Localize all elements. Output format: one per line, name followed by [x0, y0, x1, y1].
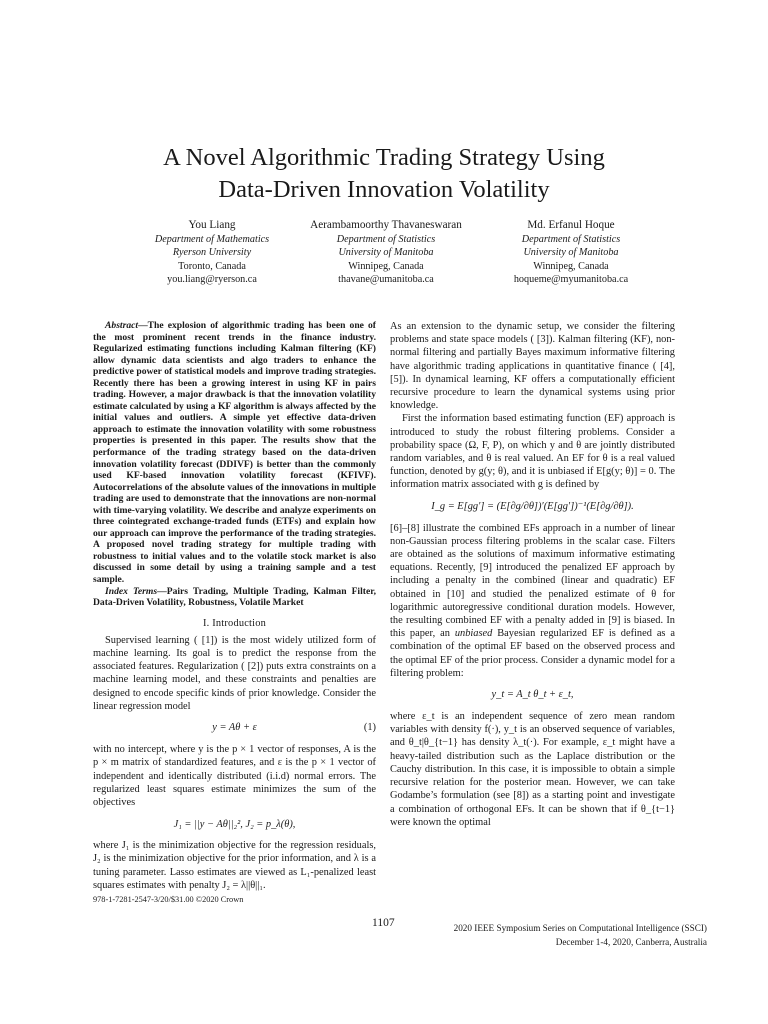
equation-1 — [93, 721, 376, 735]
author-location: Winnipeg, Canada — [348, 260, 424, 272]
venue-line-2: December 1-4, 2020, Canberra, Australia — [555, 937, 707, 947]
equation-4-body: y_t = A_t θ_t + ε_t, — [491, 689, 574, 701]
author-location: Toronto, Canada — [178, 260, 246, 272]
right-paragraph-3-a: [6]–[8] illustrate the combined EFs approach in a number of linear non-Gaussian process filtering problems in the scalar case. Filters are obtained as the solutions of maximum informative estimating equations. Recently, [9] introduced the penalized EF approach by including a penalty in the combined (linear and quadratic) EF obtained in [10] and studied the penalized estimate of θ for logarithmic autoregressive conditional duration models. However, the resulting combined EF with a penalty added in [9] is biased. In this paper, an — [390, 522, 675, 640]
intro-paragraph-1: Supervised learning ( [1]) is the most widely utilized form of machine learning. Its goal is to predict the response from the associated features. Regularization ( [2]) puts extra constraints on a machine learning model, and these constraints and penalties are designed to encode specific kinds of prior knowledge. Consider the linear regression model — [93, 634, 376, 712]
title-line-2: Data-Driven Innovation Volatility — [218, 176, 550, 203]
author-department: Department of Statistics — [521, 234, 621, 245]
intro-paragraph-3: where J₁ is the minimization objective for the regression residuals, J₂ is the minimization objective for the prior information, and λ is a tuning parameter. Lasso estimates are viewed as L₁-penalized least squares estimates with penalty J₂ = λ||θ||₁. — [93, 840, 376, 891]
right-paragraph-3-emphasis: unbiased — [454, 628, 493, 640]
author-department: Department of Statistics — [336, 234, 436, 245]
section-heading: I. Introduction — [202, 617, 267, 629]
author-name: You Liang — [188, 219, 236, 231]
right-paragraph-3-b: Bayesian regularized EF is defined as a combination of the optimal EF based on the observed process and the optimal EF of the prior process. Consider a dynamic model for a filtering problem: — [390, 628, 675, 679]
index-terms-text: —Pairs Trading, Multiple Trading, Kalman Filter, Data-Driven Volatility, Robustness, Volatile Market — [93, 585, 376, 609]
author-university: University of Manitoba — [338, 247, 434, 259]
author-name: Md. Erfanul Hoque — [527, 219, 615, 231]
right-paragraph-1: As an extension to the dynamic setup, we consider the filtering problems and state space models ( [3]). Kalman filtering (KF), non-normal filtering and partially Bayes maximum informative filtering have algorithmic trading applications in quantitative finance ( [4], [5]). In dynamical learning, KF offers a computationally efficient recursive procedure to learn the dynamical systems using prior knowledge. — [390, 321, 675, 412]
abstract-label: Abstract — [105, 320, 139, 331]
author-email[interactable]: thavane@umanitoba.ca — [338, 273, 434, 285]
author-department: Department of Mathematics — [154, 234, 270, 245]
equation-1-body: y = Aθ + ε — [212, 722, 257, 734]
right-column — [390, 320, 675, 829]
title-line-1: A Novel Algorithmic Trading Strategy Using — [163, 144, 605, 171]
copyright-notice: 978-1-7281-2547-3/20/$31.00 ©2020 Crown — [93, 894, 244, 904]
abstract-text: —The explosion of algorithmic trading has been one of the most prominent recent trends in the finance industry. Regularized estimating functions including Kalman filtering (KF) allow dynamic data scientists and algo traders to enhance the predictive power of statistical models and improve trading strategies. Recently there has been a growing interest in using KF in pairs trading. However, a major drawback is that the innovation volatility estimate calculated by using a KF algorithm is always affected by the initial values and outliers. A simple yet effective data-driven approach to estimate the innovation volatility with some robustness properties is presented in this paper. The results show that the performance of the trading strategy based on the data-driven innovation volatility forecast (DDIVF) is better than the commonly used KF-based innovation volatility forecast (KFIVF). Autocorrelations of the absolute values of the innovations in multiple trading are used to demonstrate that the innovations are non-normal with time-varying volatility. We describe and analyze experiments on three cointegrated exchange-traded funds (ETFs) and explain how our approach can improve the performance of the trading strategies. A proposed novel trading strategy for multiple trading with robustness to initial values and to the volatile stock market is also discussed in some detail by using a training sample and a test sample. — [93, 320, 376, 586]
author-location: Winnipeg, Canada — [533, 260, 609, 272]
index-terms — [93, 586, 376, 609]
abstract — [93, 320, 376, 586]
equation-2 — [93, 817, 376, 831]
right-paragraph-4: where ε_t is an independent sequence of zero mean random variables with density f(·), y_t is an observed sequence of variables, and θ_t|θ_{t−1} has density λ_t(·). For example, ε_t might have a heavy-tailed distribution such as the Laplace distribution or the Cauchy distribution. In this case, it is impossible to obtain a simple recursive relation for the posterior mean. However, we can take Godambe’s formulation (see [8]) as a starting point and investigate a combination of orthogonal EFs. It can be shown that if θ_{t−1} were known the optimal — [390, 711, 675, 828]
paper-title — [0, 142, 768, 206]
venue-line-1: 2020 IEEE Symposium Series on Computational Intelligence (SSCI) — [453, 923, 707, 933]
index-terms-label: Index Terms — [105, 585, 158, 597]
intro-paragraph-2: with no intercept, where y is the p × 1 vector of responses, A is the p × m matrix of standardized features, and ε is the p × 1 vector of independent and identically distributed (i.i.d) normal errors. The regularized least squares estimate minimizes the sum of the objectives — [93, 744, 376, 808]
author-university: University of Manitoba — [523, 247, 619, 259]
author-block-3 — [451, 218, 691, 286]
author-name: Aerambamoorthy Thavaneswaran — [310, 219, 462, 231]
author-university: Ryerson University — [172, 247, 252, 259]
equation-1-number: (1) — [363, 722, 376, 734]
equation-3-body: I_g = E[gg′] = (E[∂g/∂θ])′(E[gg′])⁻¹(E[∂g/∂θ]). — [431, 501, 634, 513]
page-number: 1107 — [372, 917, 395, 929]
equation-4 — [390, 688, 675, 702]
left-column — [93, 320, 376, 905]
venue-info — [430, 921, 707, 949]
author-email[interactable]: hoqueme@myumanitoba.ca — [513, 273, 629, 285]
equation-2-body: J₁ = ||y − Aθ||₂², J₂ = p_λ(θ), — [173, 818, 296, 830]
equation-3 — [390, 500, 675, 514]
right-paragraph-2: First the information based estimating function (EF) approach is introduced to study the robust filtering problems. Consider a probability space (Ω, F, P), on which y and θ are jointly distributed random variables, and θ is real valued. An EF for θ is a real valued function, denoted by g(y; θ), and it is unbiased if E[g(y; θ)] = 0. The information matrix associated with g is defined by — [390, 413, 675, 491]
right-paragraph-3 — [390, 522, 675, 680]
author-email[interactable]: you.liang@ryerson.ca — [167, 273, 257, 285]
